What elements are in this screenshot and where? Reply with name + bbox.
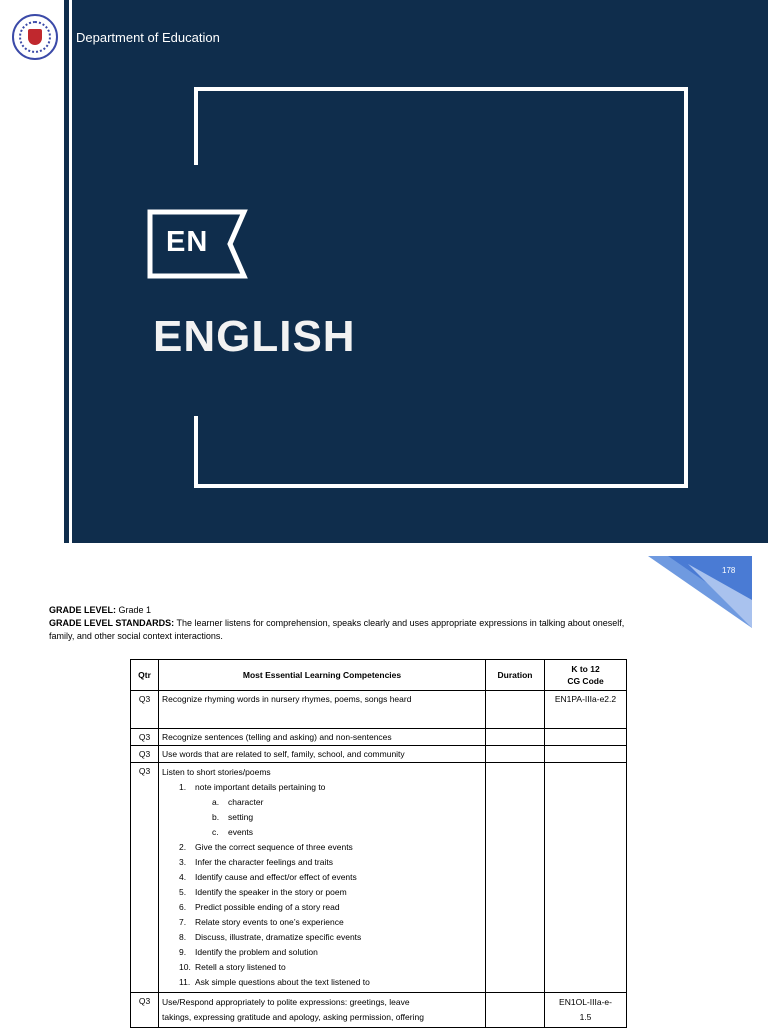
- table-row: Q3 Use words that are related to self, family, school, and community: [131, 746, 627, 763]
- list-item: a. character: [212, 797, 264, 807]
- header-qtr: Qtr: [131, 660, 159, 691]
- table-row: Q3 Recognize sentences (telling and asking) and non-sentences: [131, 729, 627, 746]
- cover-frame: [194, 87, 688, 488]
- grade-info: [49, 604, 649, 643]
- subject-title: ENGLISH: [153, 312, 356, 361]
- page-corner-decoration: [648, 556, 752, 628]
- list-item: c. events: [212, 827, 254, 837]
- list-item: 2. Give the correct sequence of three events: [179, 842, 353, 852]
- table-row: Q3 Recognize rhyming words in nursery rhymes, poems, songs heard EN1PA-IIIa-e2.2: [131, 691, 627, 729]
- en-badge-label: EN: [166, 226, 209, 258]
- list-item: 7. Relate story events to one’s experience: [179, 917, 344, 927]
- deped-seal-icon: [12, 14, 58, 60]
- header-code: K to 12 CG Code: [545, 660, 627, 691]
- list-item: 3. Infer the character feelings and traits: [179, 857, 333, 867]
- list-item: b. setting: [212, 812, 254, 822]
- department-name: Department of Education: [76, 30, 220, 45]
- grade-level-label: GRADE LEVEL:: [49, 605, 117, 615]
- list-item: 1. note important details pertaining to: [179, 782, 326, 792]
- listen-title: Listen to short stories/poems: [162, 767, 271, 777]
- table-header-row: [131, 660, 627, 691]
- cover-side-bar: [64, 0, 69, 543]
- list-item: 6. Predict possible ending of a story read: [179, 902, 340, 912]
- list-item: 9. Identify the problem and solution: [179, 947, 318, 957]
- list-item: 8. Discuss, illustrate, dramatize specific events: [179, 932, 362, 942]
- listen-competency-cell: [159, 763, 486, 993]
- header-duration: Duration: [486, 660, 545, 691]
- competency-table: [130, 659, 627, 1028]
- table-row: Q3 Listen to short stories/poems 1. note important details pertaining to a. character b. setting c. events 2. Give the correct sequence of three events 3. Infer the character feelings and traits 4. Identify cause and effect/or effect of events 5. Identify the speaker in the story or poem 6. Predict possible ending of a story read 7. Relate story events to one’s experience 8. Discuss, illustrate, dramatize specific events 9. Identify the problem and solution 10. Retell a story listened to 11. Ask simple questions about the text listened to: [131, 763, 627, 993]
- page-number: 178: [722, 566, 736, 575]
- list-item: 4. Identify cause and effect/or effect of events: [179, 872, 357, 882]
- list-item: 10. Retell a story listened to: [179, 962, 286, 972]
- list-item: 11. Ask simple questions about the text listened to: [179, 977, 370, 987]
- header-competencies: Most Essential Learning Competencies: [159, 660, 486, 691]
- standards-label: GRADE LEVEL STANDARDS:: [49, 618, 175, 628]
- table-row: Q3 Use/Respond appropriately to polite expressions: greetings, leave takings, expressing gratitude and apology, asking permission, offering EN1OL-IIIa-e- 1.5: [131, 993, 627, 1028]
- list-item: 5. Identify the speaker in the story or poem: [179, 887, 347, 897]
- grade-level-value: Grade 1: [118, 605, 152, 615]
- standards-text: The learner listens for comprehension, speaks clearly and uses appropriate expressions in talking about oneself, family, and other social context interactions.: [49, 618, 625, 641]
